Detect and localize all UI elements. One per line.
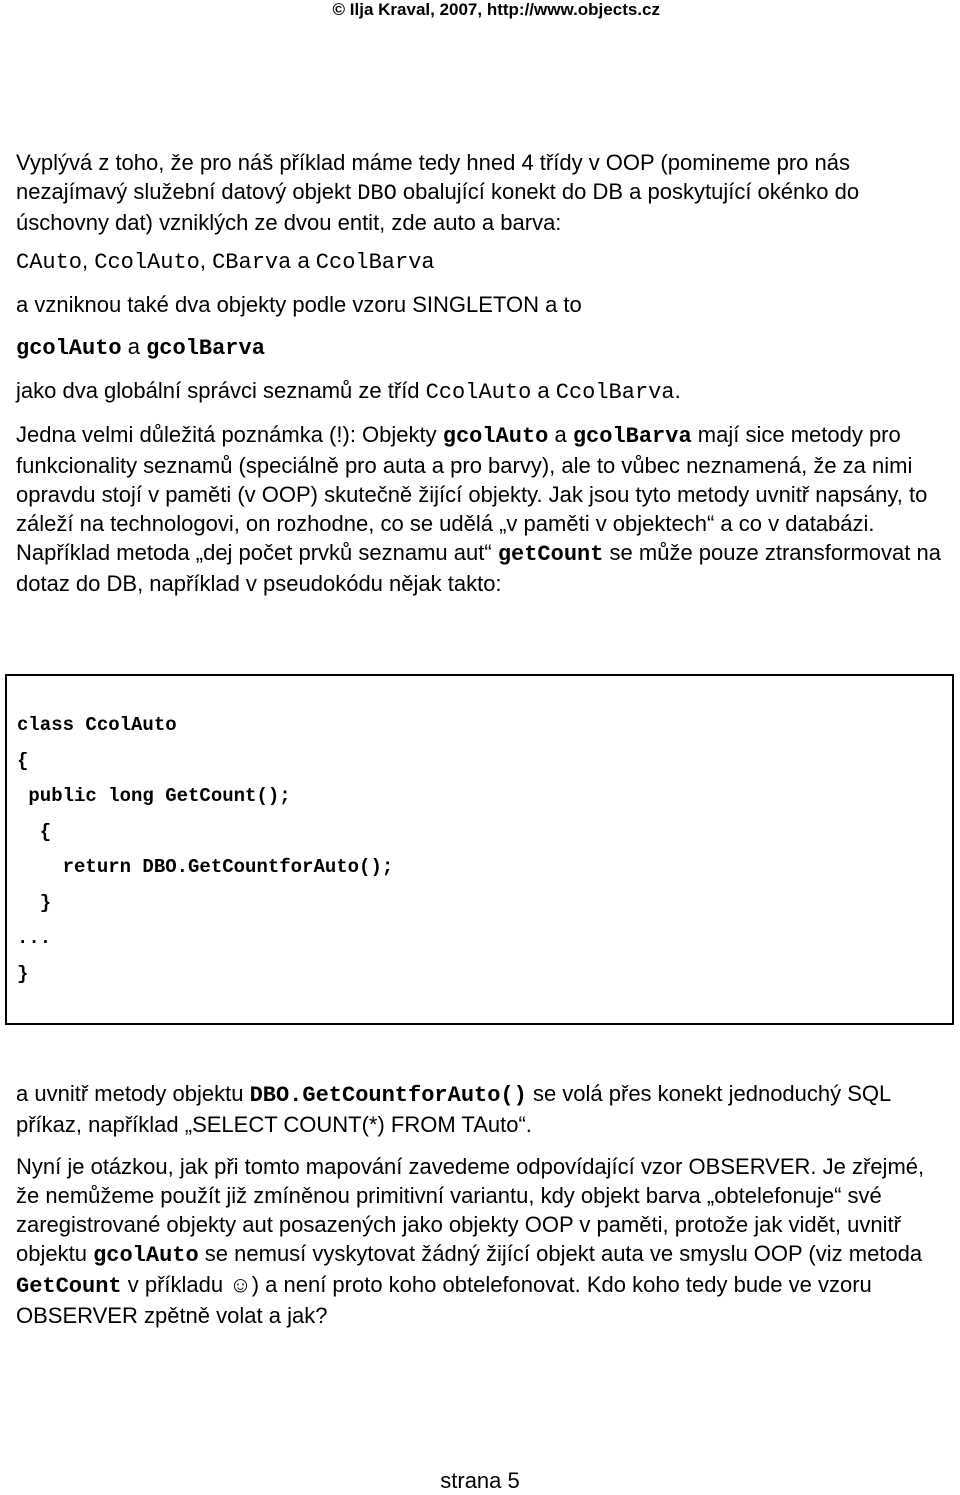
text: mají sice metody pro funkcionality seznamů (speciálně pro auta a pro barvy), ale to vůbec neznamená, že za nimi opravdu stojí v paměti (v OOP) skutečně žijící objekty. Jak jsou tyto metody uvnitř napsány, to záleží na technologovi, on rozhodne, co se udělá „v paměti v objektech“ a co v databázi. Například metoda „dej počet prvků seznamu aut“	[16, 422, 928, 565]
code-gcolauto: gcolAuto	[16, 336, 122, 361]
paragraph-four-classes	[16, 148, 946, 237]
separator: a	[121, 334, 147, 359]
text: se volá přes konekt jednoduchý SQL příkaz, například „SELECT COUNT(*) FROM TAuto“.	[16, 1081, 891, 1137]
text: a uvnitř metody objektu	[16, 1081, 250, 1106]
code-block	[5, 674, 954, 1025]
page-number: strana 5	[440, 1468, 520, 1493]
code-ccolauto: CcolAuto	[425, 380, 532, 405]
code-cauto: CAuto	[16, 250, 83, 275]
text: se může pouze ztransformovat na dotaz do DB, například v pseudokódu nějak takto:	[16, 540, 941, 596]
code-listing: class CcolAuto { public long GetCount(); { return DBO.GetCountforAuto(); } ... }	[17, 714, 394, 985]
code-dbo-getcountforauto: DBO.GetCountforAuto()	[249, 1083, 527, 1108]
separator: a	[531, 378, 556, 403]
objects-line	[16, 332, 946, 363]
code-ccolauto: CcolAuto	[94, 250, 200, 275]
separator: ,	[199, 248, 213, 273]
after-code-content	[16, 1079, 946, 1330]
code-gcolbarva: gcolBarva	[572, 424, 692, 449]
code-cbarva: CBarva	[212, 250, 292, 275]
separator: ,	[82, 248, 95, 273]
code-gcolbarva: gcolBarva	[146, 336, 265, 361]
paragraph-observer	[16, 1152, 946, 1330]
code-gcolauto: gcolAuto	[93, 1243, 199, 1268]
singleton-line: a vzniknou také dva objekty podle vzoru SINGLETON a to	[16, 292, 582, 317]
copyright-notice: © Ilja Kraval, 2007, http://www.objects.cz	[332, 0, 660, 19]
text: Vyplývá z toho, že pro náš příklad máme tedy hned 4 třídy v OOP (pomineme pro nás nezajímavý služební datový objekt	[16, 150, 850, 204]
paragraph-dbo-call	[16, 1079, 946, 1139]
smiley-icon: ☺	[229, 1272, 252, 1297]
code-ccolbarva: CcolBarva	[555, 380, 675, 405]
code-dbo: DBO	[357, 181, 397, 206]
separator: a	[548, 422, 573, 447]
text: obalující konekt do DB a poskytující okénko do úschovny dat) vzniklých ze dvou entit, zde auto a barva:	[16, 179, 860, 235]
code-getcount: GetCount	[16, 1274, 122, 1299]
text: Jedna velmi důležitá poznámka (!): Objekty	[16, 422, 443, 447]
text: .	[674, 378, 681, 403]
code-getcount: getCount	[497, 542, 604, 567]
page-header	[0, 0, 960, 20]
page-footer	[0, 1468, 960, 1494]
main-content	[16, 148, 946, 598]
text: jako dva globální správci seznamů ze tříd	[16, 378, 426, 403]
code-gcolauto: gcolAuto	[442, 424, 549, 449]
separator: a	[291, 248, 316, 273]
managers-line	[16, 376, 946, 407]
text: Nyní je otázkou, jak při tomto mapování zavedeme odpovídající vzor OBSERVER. Je zřejmé, že nemůžeme použít již zmíněnou primitivní variantu, kdy objekt barva „obtelefonuje“ své zaregistrované objekty aut posazených jako objekty OOP v paměti, protože jak vidět, uvnitř objektu	[16, 1154, 925, 1266]
text: ) a není proto koho obtelefonovat. Kdo koho tedy bude ve vzoru OBSERVER zpětně volat a jak?	[16, 1272, 872, 1328]
paragraph-important-note	[16, 420, 946, 598]
classes-line	[16, 246, 946, 277]
text: v příkladu	[121, 1272, 230, 1297]
code-ccolbarva: CcolBarva	[315, 250, 435, 275]
text: se nemusí vyskytovat žádný žijící objekt auta ve smyslu OOP (viz metoda	[198, 1241, 923, 1266]
